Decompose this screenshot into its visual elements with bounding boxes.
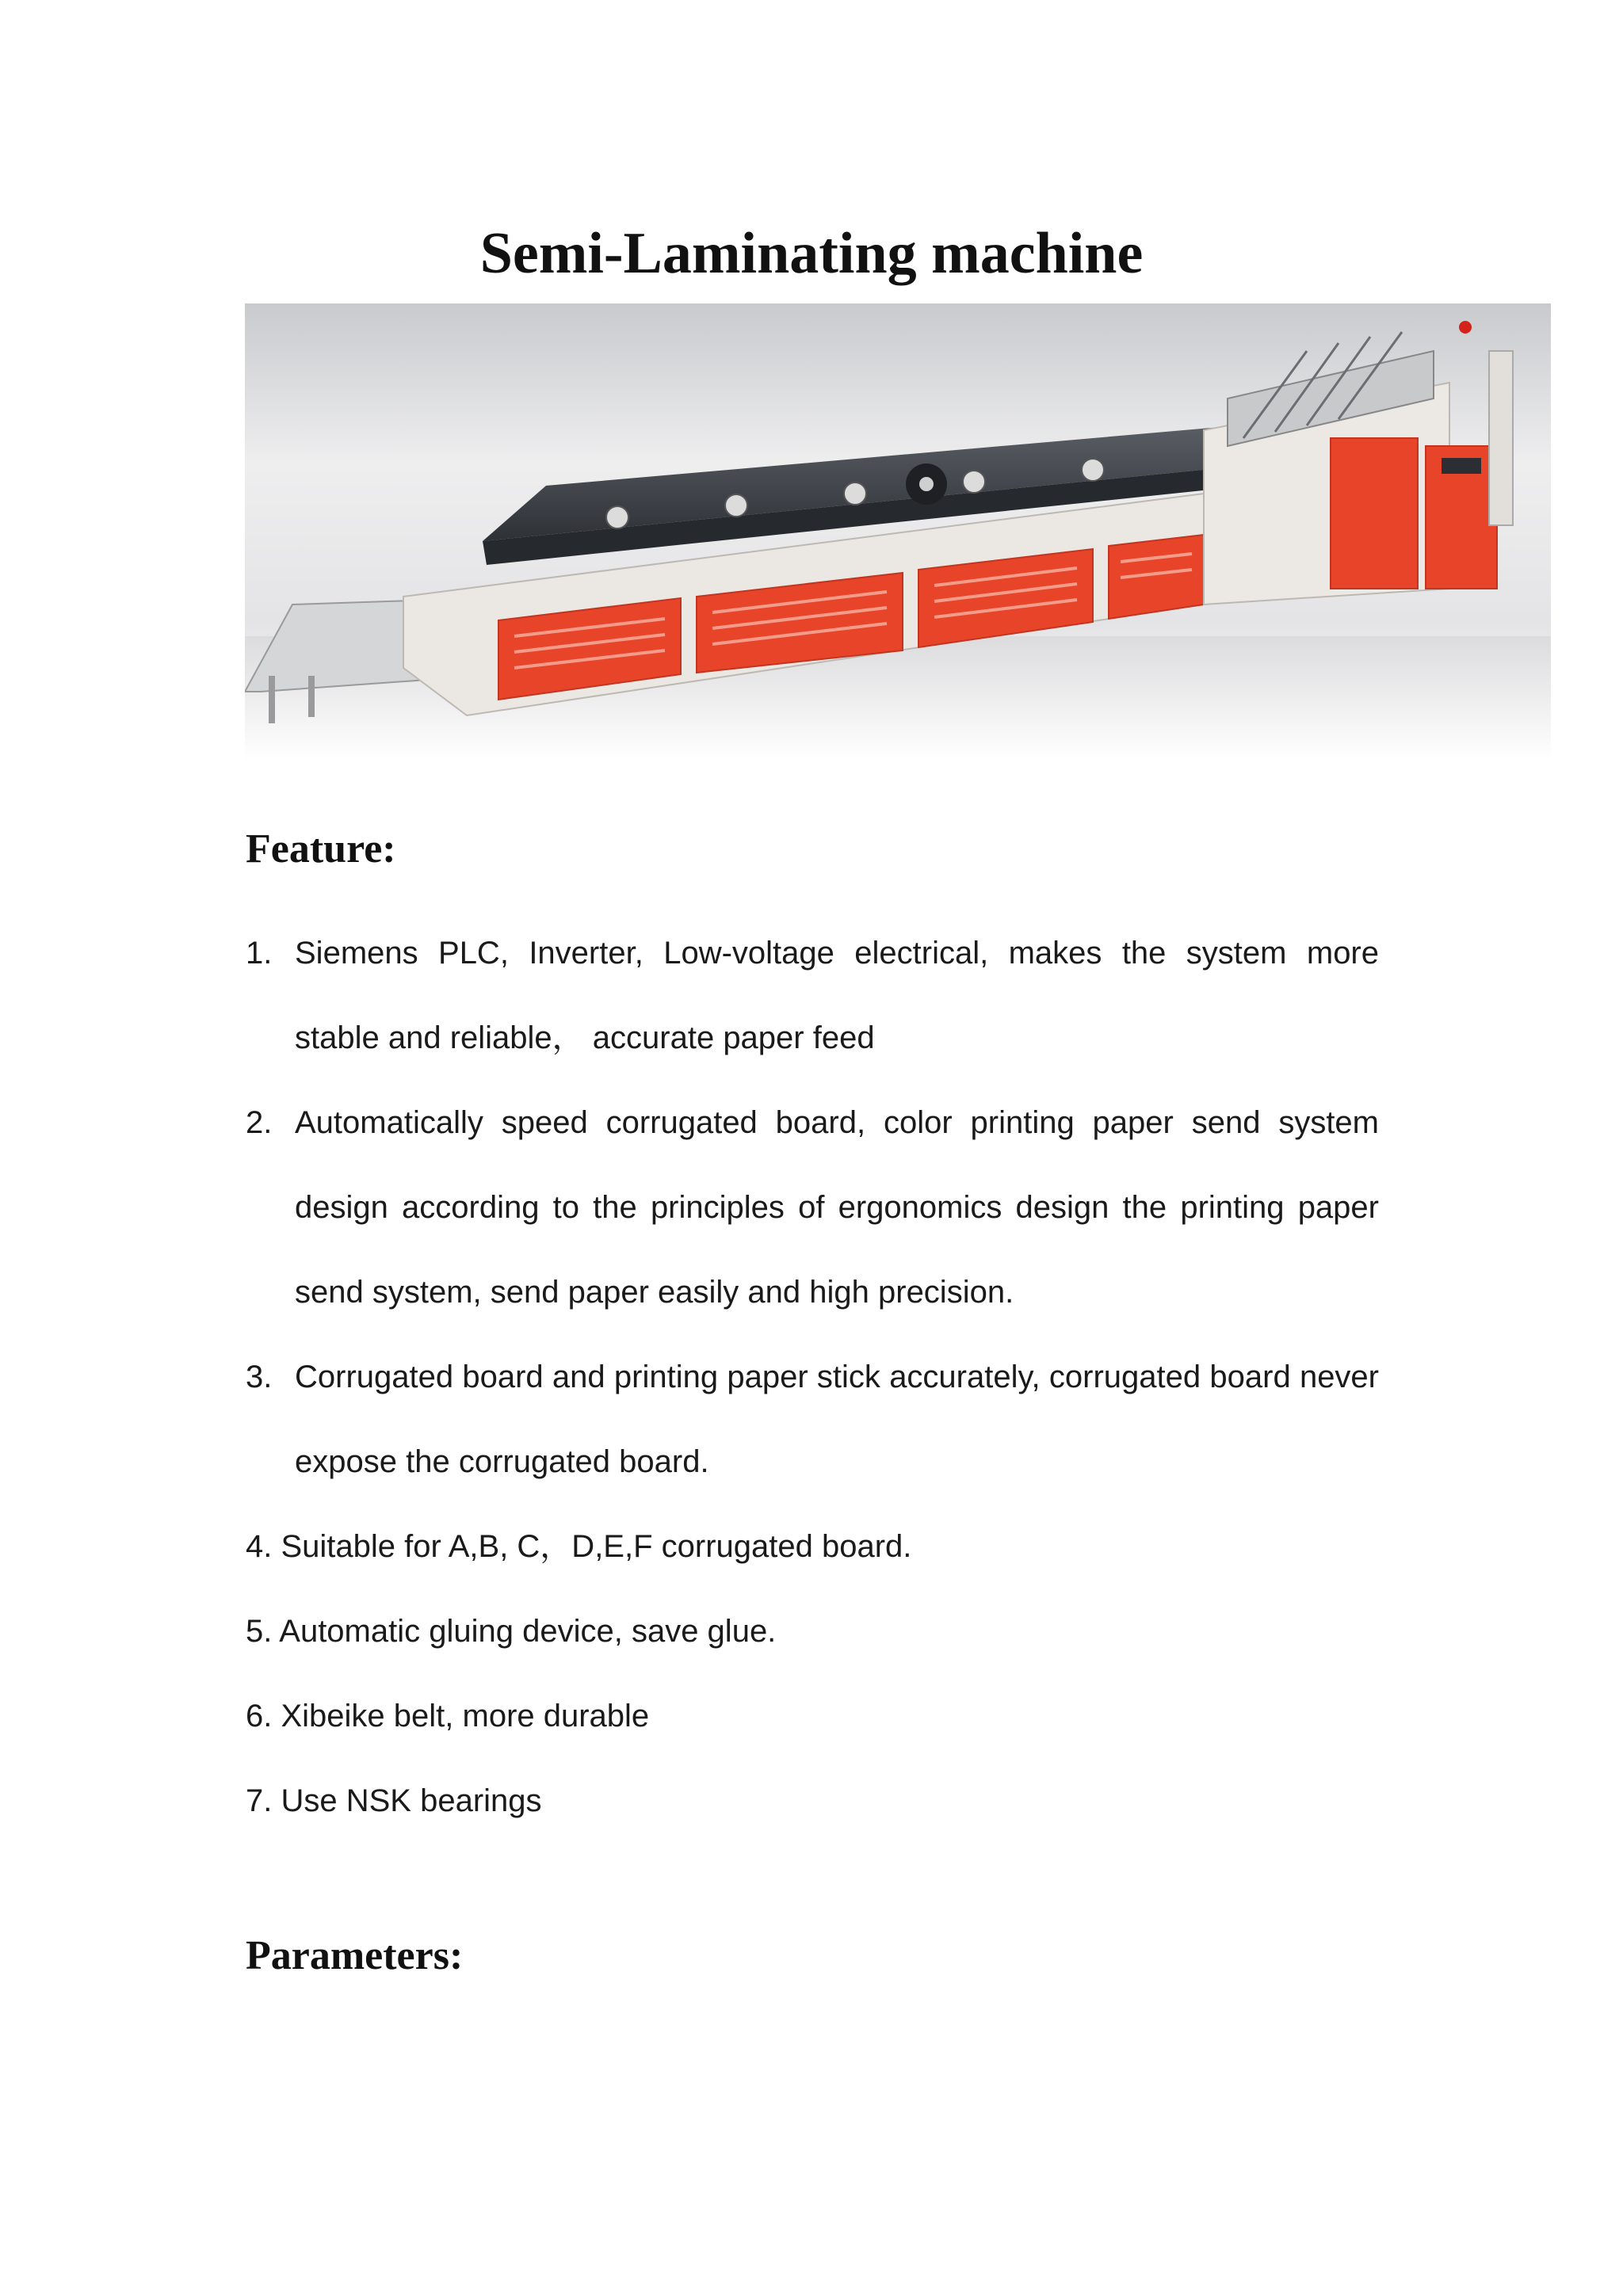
list-item-text: 5. Automatic gluing device, save glue. bbox=[246, 1614, 777, 1649]
list-item bbox=[246, 1505, 1379, 1589]
parameters-heading: Parameters: bbox=[246, 1933, 464, 1978]
list-item bbox=[246, 1759, 1379, 1844]
feature-heading: Feature: bbox=[246, 826, 396, 871]
list-item bbox=[246, 1335, 1379, 1505]
list-item bbox=[246, 1589, 1379, 1674]
page-title: Semi-Laminating machine bbox=[479, 221, 1144, 286]
list-item-number: 2. bbox=[246, 1105, 273, 1140]
feature-list bbox=[246, 911, 1379, 1844]
list-item-text: 4. Suitable for A,B, C，D,E,F corrugated board. bbox=[246, 1529, 912, 1564]
list-item-text: Automatically speed corrugated board, color printing paper send system design according to the principles of ergonomics design the printing paper send system, send paper easily and high precision. bbox=[295, 1105, 1379, 1310]
list-item bbox=[246, 1081, 1379, 1335]
list-item-text: Siemens PLC, Inverter, Low-voltage electrical, makes the system more stable and reliable， accurate paper feed bbox=[295, 936, 1379, 1055]
list-item-number: 1. bbox=[246, 936, 273, 971]
list-item-text: 7. Use NSK bearings bbox=[246, 1783, 542, 1818]
list-item-number: 3. bbox=[246, 1360, 273, 1394]
machine-photo bbox=[245, 303, 1551, 760]
list-item bbox=[246, 1674, 1379, 1759]
list-item-text: 6. Xibeike belt, more durable bbox=[246, 1699, 650, 1733]
list-item-text: Corrugated board and printing paper stick accurately, corrugated board never expose the corrugated board. bbox=[295, 1360, 1379, 1479]
list-item bbox=[246, 911, 1379, 1081]
